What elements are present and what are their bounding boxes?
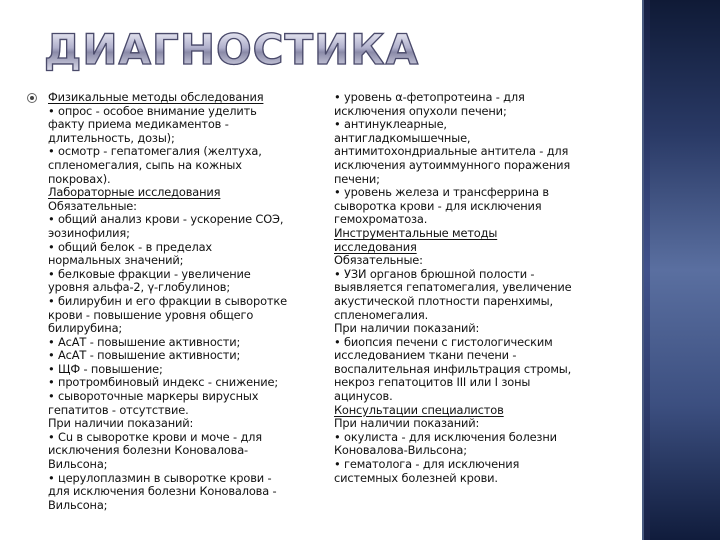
text-line: исключения болезни Коновалова- — [48, 443, 249, 458]
text-line: При наличии показаний: — [48, 416, 194, 431]
left-text-column — [48, 91, 318, 512]
text-line: билирубина; — [48, 321, 123, 336]
text-line: некроз гепатоцитов III или I зоны — [334, 375, 531, 390]
text-line: исключения опухоли печени; — [334, 103, 507, 118]
text-line: Коновалова-Вильсона; — [334, 443, 467, 458]
text-line: спленомегалия, сыпь на кожных — [48, 157, 242, 172]
text-line: • общий белок - в пределах — [48, 239, 213, 254]
text-line: • белковые фракции - увеличение — [48, 266, 251, 281]
text-line: Обязательные: — [48, 198, 137, 213]
text-line: При наличии показаний: — [334, 416, 480, 431]
text-line: антигладкомышечные, — [334, 130, 471, 145]
text-line: • уровень α-фетопротеина - для — [334, 90, 525, 104]
text-line: • АсАТ - повышение активности; — [48, 348, 241, 363]
text-line: спленомегалия. — [334, 307, 429, 322]
text-line: антимитохондриальные антитела - для — [334, 144, 569, 159]
section-heading: Консультации специалистов — [334, 402, 504, 417]
text-line: исключения аутоиммунного поражения — [334, 157, 571, 172]
text-line: • осмотр - гепатомегалия (желтуха, — [48, 144, 262, 159]
text-line: исследованием ткани печени - — [334, 348, 517, 363]
text-line: • сывороточные маркеры вирусных — [48, 389, 259, 404]
text-line: • опрос - особое внимание уделить — [48, 103, 257, 118]
text-line: При наличии показаний: — [334, 321, 480, 336]
text-line: • церулоплазмин в сыворотке крови - — [48, 470, 272, 485]
section-heading: Физикальные методы обследования — [48, 90, 264, 104]
text-line: Обязательные: — [334, 253, 423, 268]
text-line: для исключения болезни Коновалова - — [48, 484, 277, 499]
text-line: системных болезней крови. — [334, 470, 498, 485]
right-text-column — [334, 91, 610, 485]
text-line: покровах). — [48, 171, 111, 186]
side-panel-edge — [644, 0, 650, 540]
text-line: сыворотка крови - для исключения — [334, 198, 542, 213]
text-line: крови - повышение уровня общего — [48, 307, 254, 322]
text-line: • УЗИ органов брюшной полости - — [334, 266, 535, 281]
decorative-side-panel — [642, 0, 720, 540]
text-line: • общий анализ крови - ускорение СОЭ, — [48, 212, 284, 227]
text-line: гемохроматоза. — [334, 212, 428, 227]
text-line: • окулиста - для исключения болезни — [334, 429, 557, 444]
text-line: • уровень железа и трансферрина в — [334, 185, 549, 200]
text-line: • Cu в сыворотке крови и моче - для — [48, 429, 262, 444]
text-line: • протромбиновый индекс - снижение; — [48, 375, 279, 390]
text-line: • АсАТ - повышение активности; — [48, 334, 241, 349]
text-line: воспалительная инфильтрация стромы, — [334, 361, 572, 376]
section-heading: исследования — [334, 239, 417, 254]
text-line: • гематолога - для исключения — [334, 457, 520, 472]
section-heading: Лабораторные исследования — [48, 185, 221, 200]
text-line: • билирубин и его фракции в сыворотке — [48, 293, 287, 308]
text-line: • антинуклеарные, — [334, 117, 447, 132]
radio-circle-icon — [27, 93, 37, 103]
text-line: Вильсона; — [48, 457, 108, 472]
text-line: ацинусов. — [334, 389, 393, 404]
text-line: • биопсия печени с гистологическим — [334, 334, 553, 349]
text-line: факту приема медикаментов - — [48, 117, 229, 132]
text-line: печени; — [334, 171, 380, 186]
text-line: • ЩФ - повышение; — [48, 361, 163, 376]
text-line: акустической плотности паренхимы, — [334, 293, 553, 308]
text-line: Вильсона; — [48, 497, 108, 512]
text-line: нормальных значений; — [48, 253, 184, 268]
text-line: длительность, дозы); — [48, 130, 175, 145]
text-line: гепатитов - отсутствие. — [48, 402, 189, 417]
text-line: уровня альфа-2, γ-глобулинов; — [48, 280, 231, 295]
text-line: эозинофилия; — [48, 225, 130, 240]
slide-title: ДИАГНОСТИКА — [44, 25, 420, 74]
section-heading: Инструментальные методы — [334, 225, 498, 240]
text-line: выявляется гепатомегалия, увеличение — [334, 280, 572, 295]
